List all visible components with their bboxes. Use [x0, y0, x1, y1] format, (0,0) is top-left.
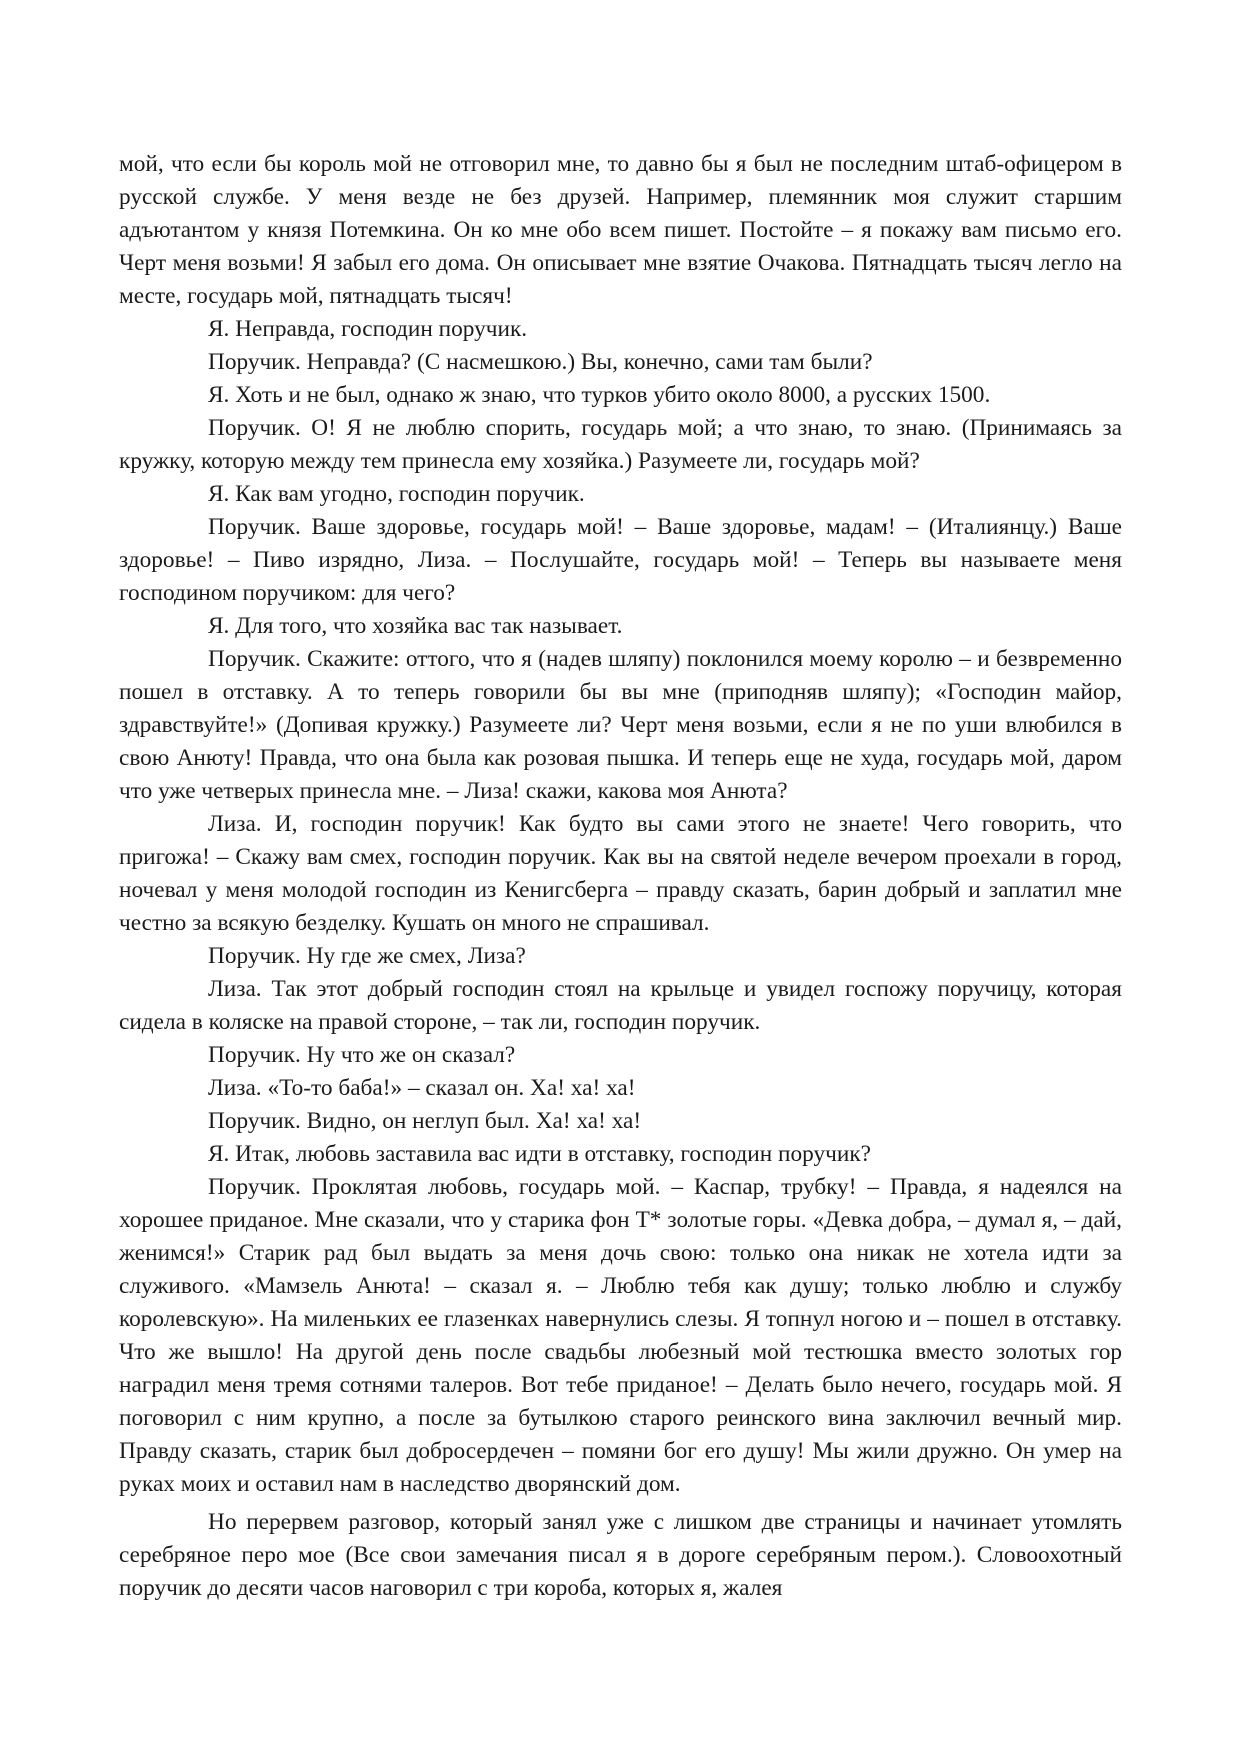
paragraph-poruchik-sporit: Поручик. О! Я не люблю спорить, государь мой; а что знаю, то знаю. (Принимаясь за кружку, которую между тем принесла ему хозяйка.) Разумеете ли, государь мой? [119, 415, 1122, 474]
paragraph-ya-khozyaika: Я. Для того, что хозяйка вас так называет. [208, 613, 623, 639]
paragraph-poruchik-gde-smekh: Поручик. Ну где же смех, Лиза? [208, 943, 526, 969]
paragraph-poruchik-zdorovie: Поручик. Ваше здоровье, государь мой! – Ваше здоровье, мадам! – (Италиянцу.) Ваше здоровье! – Пиво изрядно, Лиза. – Послушайте, государь мой! – Теперь вы называете меня господином поручиком: для чего? [119, 514, 1122, 606]
document-body [119, 148, 1122, 1605]
paragraph-liza-kryltso: Лиза. Так этот добрый господин стоял на крыльце и увидел госпожу поручицу, которая сидела в коляске на правой стороне, – так ли, господин поручик. [119, 976, 1122, 1035]
paragraph-poruchik-nepravda: Поручик. Неправда? (С насмешкою.) Вы, конечно, сами там были? [208, 349, 873, 375]
paragraph-liza-toto-baba: Лиза. «То-то баба!» – сказал он. Ха! ха! ха! [208, 1075, 636, 1101]
paragraph-poruchik-anyuta: Поручик. Скажите: оттого, что я (надев шляпу) поклонился моему королю – и безвременно пошел в отставку. А то теперь говорили бы вы мне (приподняв шляпу); «Господин майор, здравствуйте!» (Допивая кружку.) Разумеете ли? Черт меня возьми, если я не по уши влюбился в свою Анюту! Правда, что она была как розовая пышка. И теперь еще не худа, государь мой, даром что уже четверых принесла мне. – Лиза! скажи, какова моя Анюта? [119, 646, 1122, 804]
paragraph-ya-turki: Я. Хоть и не был, однако ж знаю, что турков убито около 8000, а русских 1500. [208, 382, 991, 408]
paragraph-ya-nepravda: Я. Неправда, господин поручик. [208, 316, 528, 342]
paragraph-ya-lyubov: Я. Итак, любовь заставила вас идти в отставку, господин поручик? [208, 1141, 871, 1167]
paragraph-liza-smekh: Лиза. И, господин поручик! Как будто вы сами этого не знаете! Чего говорить, что пригожа! – Скажу вам смех, господин поручик. Как вы на святой неделе вечером проехали в город, ночевал у меня молодой господин из Кенигсберга – правду сказать, барин добрый и заплатил мне честно за всякую безделку. Кушать он много не спрашивал. [119, 811, 1122, 936]
paragraph-poruchik-neglup: Поручик. Видно, он неглуп был. Ха! ха! ха! [208, 1108, 642, 1134]
paragraph-continuation: мой, что если бы король мой не отговорил мне, то давно бы я был не последним штаб-офицером в русской службе. У меня везде не без друзей. Например, племянник моя служит старшим адъютантом у князя Потемкина. Он ко мне обо всем пишет. Постойте – я покажу вам письмо его. Черт меня возьми! Я забыл его дома. Он описывает мне взятие Очакова. Пятнадцать тысяч легло на месте, государь мой, пятнадцать тысяч! [119, 151, 1122, 309]
paragraph-poruchik-chto-skazal: Поручик. Ну что же он сказал? [208, 1042, 516, 1068]
paragraph-ya-ugodno: Я. Как вам угодно, господин поручик. [208, 481, 585, 507]
paragraph-narrator: Но перервем разговор, который занял уже с лишком две страницы и начинает утомлять серебряное перо мое (Все свои замечания писал я в дороге серебряным пером.). Словоохотный поручик до десяти часов наговорил с три короба, которых я, жалея [119, 1509, 1122, 1601]
paragraph-poruchik-pridanoe: Поручик. Проклятая любовь, государь мой. – Каспар, трубку! – Правда, я надеялся на хорошее приданое. Мне сказали, что у старика фон Т* золотые горы. «Девка добра, – думал я, – дай, женимся!» Старик рад был выдать за меня дочь свою: только она никак не хотела идти за служивого. «Мамзель Анюта! – сказал я. – Люблю тебя как душу; только люблю и службу королевскую». На миленьких ее глазенках навернулись слезы. Я топнул ногою и – пошел в отставку. Что же вышло! На другой день после свадьбы любезный мой тестюшка вместо золотых гор наградил меня тремя сотнями талеров. Вот тебе приданое! – Делать было нечего, государь мой. Я поговорил с ним крупно, а после за бутылкою старого реинского вина заключил вечный мир. Правду сказать, старик был добросердечен – помяни бог его душу! Мы жили дружно. Он умер на руках моих и оставил нам в наследство дворянский дом. [119, 1174, 1122, 1497]
